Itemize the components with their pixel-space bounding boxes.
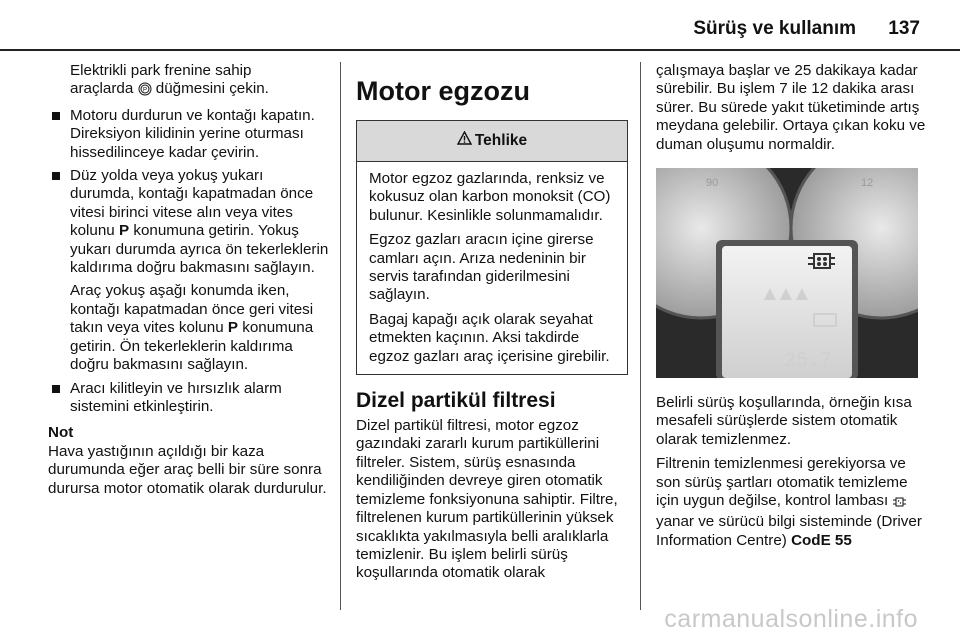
column-right: [656, 62, 926, 550]
cluster-illustration: [656, 168, 918, 378]
parking-brake-icon: [138, 82, 152, 101]
warning-paragraph: Motor egzoz gazlarında, renksiz ve kokusuz olan karbon monoksit (CO) bulunur. Kesinlikle solunmamalıdır.: [369, 170, 611, 224]
paragraph: [656, 455, 926, 550]
column-divider: [340, 62, 341, 610]
column-middle: [356, 62, 628, 583]
svg-text:P: P: [142, 88, 147, 95]
list-item: [48, 107, 330, 162]
gear-letter: P: [227, 319, 239, 337]
warning-header: [357, 121, 627, 162]
warning-label: Tehlike: [474, 131, 528, 149]
sub-text: konumuna getirin. Ön tekerleklerin kaldırıma doğru bakmasını sağlayın.: [70, 319, 314, 374]
instrument-cluster-photo: [656, 168, 918, 378]
watermark: carmanualsonline.info: [664, 605, 918, 633]
gauge-right-label: 12: [861, 177, 874, 190]
list-item: [48, 167, 330, 277]
warning-triangle-icon: [457, 131, 472, 150]
subsection-title: Dizel partikül filtresi: [356, 389, 556, 413]
error-code: CodE 55: [791, 531, 852, 549]
warning-paragraph: Egzoz gazları aracın içine girerse camları açın. Arıza nedeninin bir servis tarafından giderilmesini sağlayın.: [369, 231, 594, 304]
paragraph: Belirli sürüş koşullarında, örneğin kısa mesafeli sürüşlerde sistem otomatik olarak temizlenmez.: [656, 394, 912, 448]
intro-paragraph: [48, 62, 330, 102]
list-item-text: Aracı kilitleyin ve hırsızlık alarm sistemini etkinleştirin.: [70, 379, 282, 415]
paragraph: çalışmaya başlar ve 25 dakikaya kadar sürebilir. Bu işlem 7 ile 12 dakika arası sürer. Bu sürede yakıt tüketiminde artış meydana gelebilir. Ortaya çıkan koku ve duman oluşumu normaldir.: [656, 62, 926, 153]
warning-paragraph: Bagaj kapağı açık olarak seyahat etmekten kaçının. Aksi takdirde egzoz gazları araç içerisine girebilir.: [369, 310, 610, 365]
note-text: Hava yastığının açıldığı bir kaza durumunda eğer araç belli bir süre sonra durursa motor otomatik olarak durdurulur.: [48, 442, 327, 497]
section-title: Motor egzozu: [356, 76, 530, 106]
intro-text: Elektrikli park frenine sahip: [70, 62, 252, 79]
header-rule: [0, 49, 960, 51]
warning-box: [356, 120, 628, 375]
bullet-marker: [52, 385, 60, 393]
column-left: [48, 62, 330, 498]
sub-text: Araç yokuş aşağı konumda iken, kontağı kapatmadan önce geri vitesi takın veya vites kolunu: [70, 282, 314, 337]
bullet-marker: [52, 172, 60, 180]
page-number: 137: [888, 18, 920, 39]
intro-text: düğmesini çekin.: [151, 80, 269, 98]
bullet-marker: [52, 112, 60, 120]
paragraph-text: Filtrenin temizlenmesi gerekiyorsa ve son sürüş şartları otomatik temizleme için uygun değilse, kontrol lambası: [656, 455, 908, 510]
sub-paragraph: [48, 282, 330, 374]
header-title: Sürüş ve kullanım: [693, 18, 856, 39]
diesel-particle-filter-icon: [892, 495, 907, 513]
warning-body: [357, 162, 627, 374]
gauge-left-label: 90: [706, 177, 719, 190]
paragraph-text: yanar ve sürücü bilgi sisteminde (Driver Information Centre): [656, 513, 922, 549]
list-item-text: Motoru durdurun ve kontağı kapatın. Direksiyon kilidinin yerine oturması hissedilinceye kadar çevirin.: [70, 106, 315, 161]
page-header: [0, 0, 960, 50]
gear-letter: P: [118, 222, 130, 240]
subsection-text: Dizel partikül filtresi, motor egzoz gazındaki zararlı kurum partiküllerini filtreler. Sistem, sürüş esnasında kendiliğinden devreye giren otomatik temizleme fonksiyonuna sahiptir. Filtre, filtrelenen kurum partiküllerinin yüksek sıcaklıkta yakılmasıyla belli aralıklarla temizlenir. Bu işlem belirli sürüş koşullarında otomatik olarak: [356, 417, 618, 582]
intro-text: araçlarda: [70, 80, 138, 98]
list-item-text: konumuna getirin. Yokuş yukarı durumda ayrıca ön tekerleklerin kaldırıma doğru bakmasını sağlayın.: [70, 222, 329, 277]
list-item-text: Düz yolda veya yokuş yukarı durumda, kontağı kapatmadan önce vitesi birinci vitese alın veya vites kolunu: [70, 167, 314, 240]
column-divider: [640, 62, 641, 610]
note-title: Not: [48, 424, 74, 442]
list-item: [48, 380, 330, 417]
display-value: 25.7: [784, 350, 833, 374]
